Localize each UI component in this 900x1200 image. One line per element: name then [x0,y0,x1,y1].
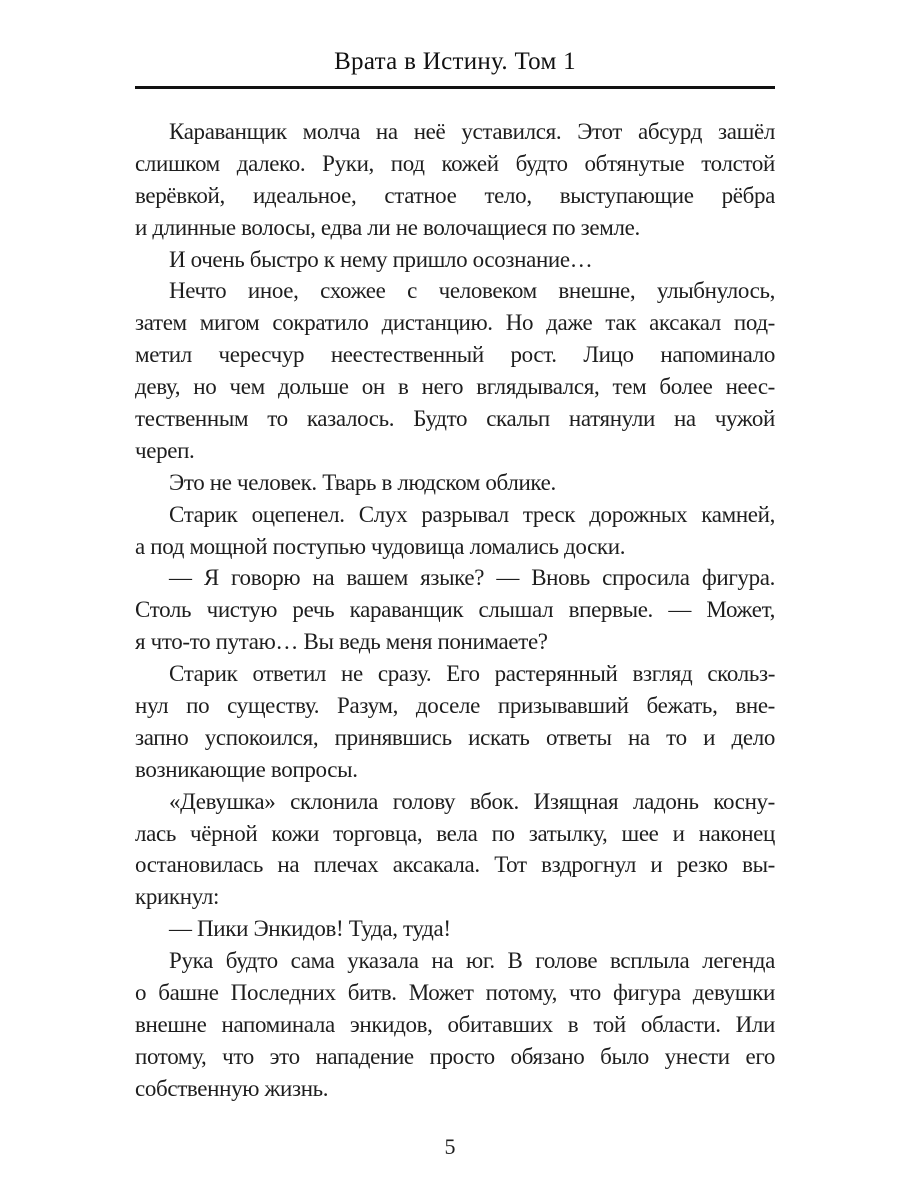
text-line: Рука будто сама указала на юг. В голове всплыла легенда [169,948,775,974]
paragraph [135,913,775,945]
text-line: Старик оцепенел. Слух разрывал треск дорожных камней, [169,501,775,527]
text-line: «Девушка» склонила голову вбок. Изящная ладонь косну- [169,788,775,814]
text-line: затем мигом сократило дистанцию. Но даже так аксакал под- [135,310,775,336]
text-line: тественным то казалось. Будто скальп натянули на чужой [135,406,775,432]
text-line: метил чересчур неестественный рост. Лицо напоминало [135,342,775,368]
text-line: возникающие вопросы. [135,756,358,782]
text-line: И очень быстро к нему пришло осознание… [169,246,593,272]
paragraph [135,945,775,1104]
paragraph [135,499,775,563]
body-text [135,116,775,1105]
text-line: верёвкой, идеальное, статное тело, выступающие рёбра [135,182,775,208]
text-line: лась чёрной кожи торговца, вела по затылку, шее и наконец [135,820,775,846]
text-line: я что-то путаю… Вы ведь меня понимаете? [135,629,548,655]
text-line: потому, что это нападение просто обязано было унести его [135,1043,775,1069]
text-line: Старик ответил не сразу. Его растерянный взгляд скольз- [169,661,775,687]
paragraph [135,658,775,786]
running-title: Врата в Истину. Том 1 [334,48,576,75]
text-line: внешне напоминала энкидов, обитавших в той области. Или [135,1011,775,1037]
paragraph [135,116,775,244]
paragraph [135,562,775,658]
text-line: остановилась на плечах аксакала. Тот вздрогнул и резко вы- [135,852,775,878]
paragraph [135,244,775,276]
text-line: Это не человек. Тварь в людском облике. [169,469,556,495]
text-line: запно успокоился, принявшись искать ответы на то и дело [135,724,775,750]
header-divider [135,86,775,89]
text-line: слишком далеко. Руки, под кожей будто обтянутые толстой [135,150,775,176]
text-line: — Я говорю на вашем языке? — Вновь спросила фигура. [169,565,775,591]
page-number: 5 [444,1134,456,1159]
text-line: Столь чистую речь караванщик слышал впервые. — Может, [135,597,775,623]
text-line: а под мощной поступью чудовища ломались доски. [135,533,626,559]
text-line: крикнул: [135,884,220,910]
paragraph [135,275,775,466]
text-line: о башне Последних битв. Может потому, что фигура девушки [135,980,775,1006]
text-line: и длинные волосы, едва ли не волочащиеся по земле. [135,214,640,240]
text-line: череп. [135,437,195,463]
text-line: Нечто иное, схожее с человеком внешне, улыбнулось, [169,278,775,304]
text-line: деву, но чем дольше он в него вглядывался, тем более неес- [135,374,775,400]
text-line: собственную жизнь. [135,1075,329,1101]
text-line: — Пики Энкидов! Туда, туда! [169,916,451,942]
paragraph [135,467,775,499]
paragraph [135,786,775,914]
text-line: Караванщик молча на неё уставился. Этот абсурд зашёл [169,119,775,144]
text-line: нул по существу. Разум, доселе призывавший бежать, вне- [135,693,775,719]
